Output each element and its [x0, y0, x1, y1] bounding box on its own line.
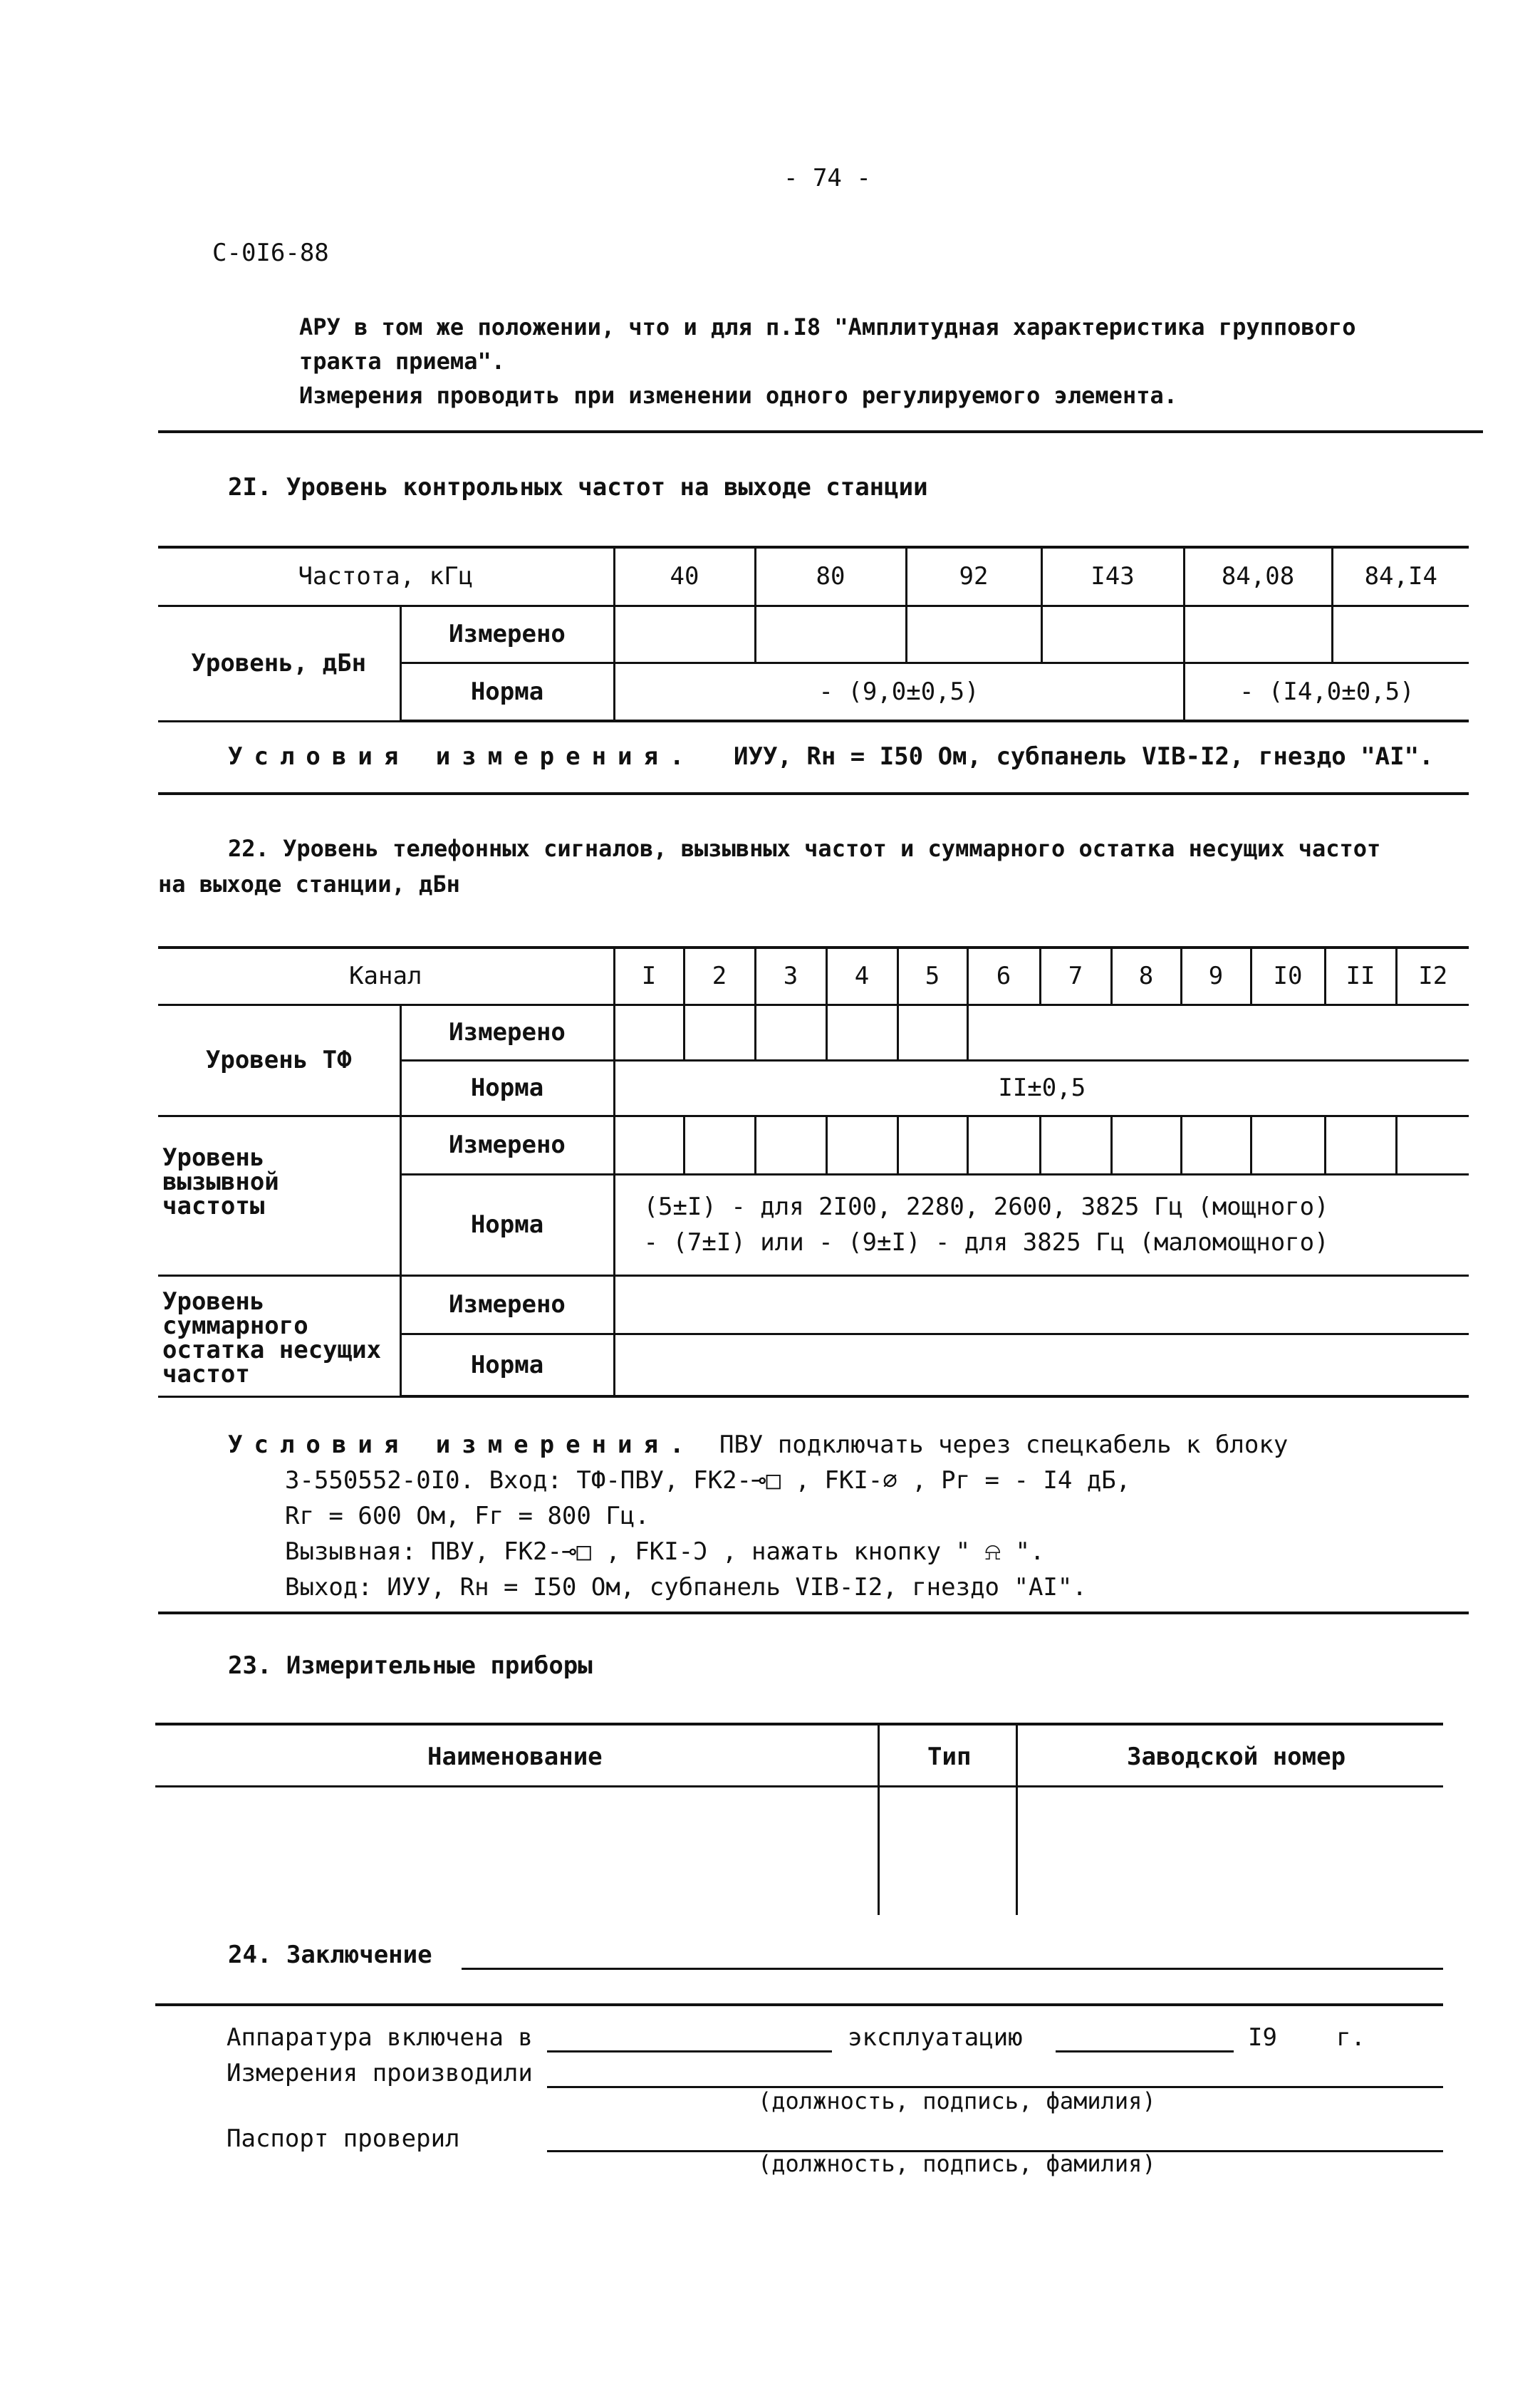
channel-cell: 6: [967, 948, 1040, 1005]
divider: [158, 1612, 1469, 1614]
call-measured-input[interactable]: [897, 1116, 967, 1174]
freq-label: Частота, кГц: [158, 547, 614, 606]
sum-norm-value: [614, 1334, 1469, 1396]
conditions-label: Условия измерения.: [228, 1431, 696, 1459]
col-name-header: Наименование: [427, 1743, 603, 1771]
call-measured-input[interactable]: [1040, 1116, 1111, 1174]
section-21-title: 2I. Уровень контрольных частот на выходе станции: [228, 473, 928, 502]
channel-cell: I0: [1251, 948, 1325, 1005]
call-measured-input[interactable]: [614, 1116, 684, 1174]
measured-label: Измерено: [400, 1275, 614, 1334]
call-norm-line-2: - (7±I) или - (9±I) - для 3825 Гц (маломощного): [643, 1228, 1329, 1257]
tf-measured-input[interactable]: [755, 1005, 826, 1060]
freq-cell: I43: [1041, 547, 1184, 606]
tf-measured-input[interactable]: [826, 1005, 897, 1060]
conditions-line-5: Выход: ИУУ, Rн = I50 Ом, субпанель VIB-I2, гнездо "AI".: [285, 1573, 1087, 1602]
freq-cell: 84,08: [1184, 547, 1332, 606]
call-measured-input[interactable]: [684, 1116, 755, 1174]
measured-input[interactable]: [1041, 606, 1184, 663]
tf-measured-input[interactable]: [614, 1005, 684, 1060]
call-measured-input[interactable]: [1251, 1116, 1325, 1174]
norm-value: - (I4,0±0,5): [1184, 663, 1469, 721]
doc-code: С-0I6-88: [212, 239, 329, 267]
conditions-label: Условия измерения.: [228, 742, 696, 771]
channel-cell: II: [1325, 948, 1396, 1005]
tf-norm-value: II±0,5: [614, 1060, 1469, 1116]
divider: [155, 2003, 1443, 2006]
freq-cell: 40: [614, 547, 755, 606]
intro-line-3: Измерения проводить при изменении одного регулируемого элемента.: [299, 382, 1177, 409]
measured-input[interactable]: [1332, 606, 1469, 663]
conditions-line-1: ПВУ подключать через спецкабель к блоку: [719, 1431, 1289, 1459]
call-measured-input[interactable]: [755, 1116, 826, 1174]
channel-cell: 4: [826, 948, 897, 1005]
channel-cell: 7: [1040, 948, 1111, 1005]
measured-input[interactable]: [755, 606, 906, 663]
norm-label: Норма: [400, 1174, 614, 1275]
footer-line-1a: Аппаратура включена в: [227, 2023, 533, 2052]
channel-cell: 5: [897, 948, 967, 1005]
channel-cell: 3: [755, 948, 826, 1005]
control-frequency-table: [158, 546, 1469, 722]
conditions-line-4: Вызывная: ПВУ, FK2-⊸□ , FKI-Ɔ , нажать кнопку " ⍾ ".: [285, 1537, 1045, 1566]
channel-label: Канал: [158, 948, 614, 1005]
col-serial-header: Заводской номер: [1127, 1743, 1346, 1771]
level-label: Уровень, дБн: [158, 606, 400, 721]
tf-measured-empty: [967, 1005, 1469, 1060]
tf-measured-input[interactable]: [897, 1005, 967, 1060]
call-measured-input[interactable]: [826, 1116, 897, 1174]
norm-label: Норма: [400, 1334, 614, 1396]
freq-cell: 84,I4: [1332, 547, 1469, 606]
section-22-title: 22. Уровень телефонных сигналов, вызывных частот и суммарного остатка несущих частот: [228, 835, 1381, 862]
call-norm-line-1: (5±I) - для 2I00, 2280, 2600, 3825 Гц (мощного): [643, 1193, 1329, 1221]
measured-input[interactable]: [614, 606, 755, 663]
conditions-text: ИУУ, Rн = I50 Ом, субпанель VIB-I2, гнездо "AI".: [734, 742, 1434, 771]
date-field[interactable]: [1056, 2050, 1234, 2052]
norm-value: - (9,0±0,5): [614, 663, 1184, 721]
measured-input[interactable]: [1184, 606, 1332, 663]
footer-year: I9: [1248, 2023, 1277, 2052]
measured-label: Измерено: [400, 1005, 614, 1060]
tf-measured-input[interactable]: [684, 1005, 755, 1060]
footer-line-3: Паспорт проверил: [227, 2124, 460, 2153]
signature-caption: (должность, подпись, фамилия): [758, 2087, 1156, 2114]
instruments-header-line: [155, 1785, 1443, 1787]
call-measured-input[interactable]: [1181, 1116, 1251, 1174]
instruments-col-divider: [1016, 1723, 1018, 1915]
channel-cell: 9: [1181, 948, 1251, 1005]
call-measured-input[interactable]: [1396, 1116, 1469, 1174]
freq-cell: 80: [755, 547, 906, 606]
section-22-title-cont: на выходе станции, дБн: [158, 871, 460, 898]
call-measured-input[interactable]: [1111, 1116, 1181, 1174]
measured-label: Измерено: [400, 606, 614, 663]
signal-level-table: [158, 946, 1469, 1398]
conditions-line-2: 3-550552-0I0. Вход: ТФ-ПВУ, FK2-⊸□ , FKI-⌀ , Pг = - I4 дБ,: [285, 1466, 1131, 1495]
instruments-col-divider: [878, 1723, 880, 1915]
divider: [158, 430, 1483, 433]
channel-cell: I2: [1396, 948, 1469, 1005]
instruments-table-top: [155, 1723, 1443, 1725]
page-number: - 74 -: [784, 164, 871, 192]
signature-caption: (должность, подпись, фамилия): [758, 2150, 1156, 2177]
call-norm-value: [614, 1174, 1469, 1275]
col-type-header: Тип: [927, 1743, 972, 1771]
divider: [158, 792, 1469, 795]
section-24-title: 24. Заключение: [228, 1941, 432, 1969]
channel-cell: 8: [1111, 948, 1181, 1005]
call-measured-input[interactable]: [967, 1116, 1040, 1174]
footer-line-1b: эксплуатацию: [848, 2023, 1023, 2052]
row-tf-label: Уровень ТФ: [158, 1005, 400, 1116]
sum-measured-input[interactable]: [614, 1275, 1469, 1334]
measured-label: Измерено: [400, 1116, 614, 1174]
freq-cell: 92: [906, 547, 1041, 606]
conclusion-field[interactable]: [462, 1968, 1443, 1970]
conditions-line-3: Rг = 600 Ом, Fг = 800 Гц.: [285, 1502, 650, 1530]
channel-cell: 2: [684, 948, 755, 1005]
row-call-label: Уровень вызывной частоты: [158, 1116, 400, 1275]
call-measured-input[interactable]: [1325, 1116, 1396, 1174]
section-23-title: 23. Измерительные приборы: [228, 1651, 593, 1680]
commissioned-field[interactable]: [547, 2050, 832, 2052]
measured-input[interactable]: [906, 606, 1041, 663]
footer-year-suffix: г.: [1336, 2023, 1365, 2052]
channel-cell: I: [614, 948, 684, 1005]
norm-label: Норма: [400, 663, 614, 721]
row-sum-label: Уровень суммарного остатка несущих частот: [158, 1275, 400, 1396]
intro-line-1: АРУ в том же положении, что и для п.I8 "Амплитудная характеристика группового: [299, 313, 1356, 341]
footer-line-2: Измерения производили: [227, 2059, 533, 2087]
norm-label: Норма: [400, 1060, 614, 1116]
intro-line-2: тракта приема".: [299, 348, 505, 375]
